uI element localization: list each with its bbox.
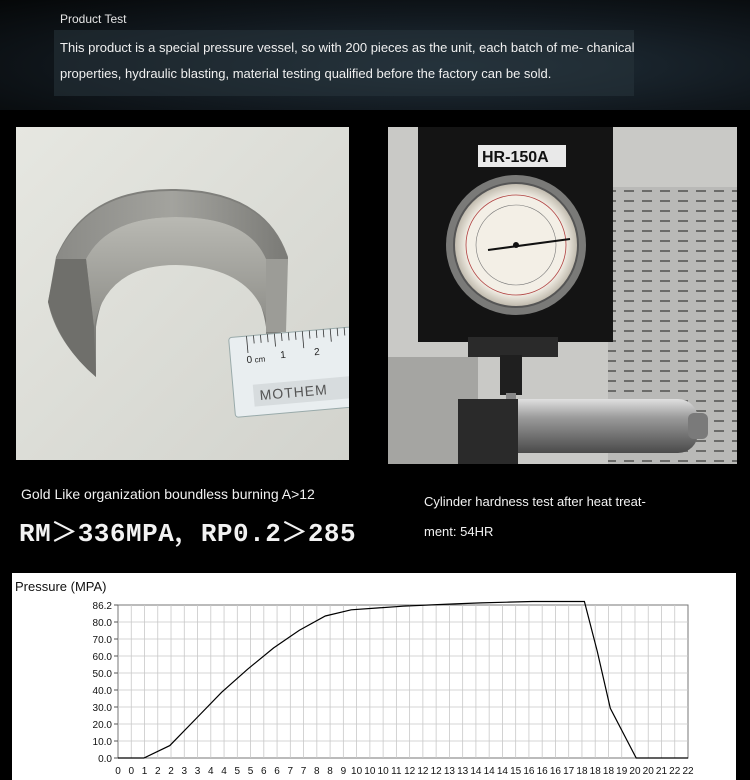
chart-y-tick-label: 86.2 [92, 601, 112, 612]
chart-x-tick-label: 11 [391, 766, 402, 777]
chart-x-tick-label: 13 [457, 766, 469, 777]
chart-y-tick-label: 10.0 [92, 737, 112, 748]
chart-y-tick-label: 0.0 [98, 754, 112, 765]
chart-x-tick-label: 18 [589, 766, 601, 777]
ruler-mark-0: 0 [246, 354, 253, 367]
chart-x-tick-label: 5 [234, 766, 241, 777]
chart-x-tick-label: 20 [642, 766, 654, 777]
chart-x-tick-label: 2 [168, 766, 174, 777]
chart-x-tick-label: 7 [287, 766, 294, 777]
chart-x-tick-label: 14 [483, 766, 495, 777]
chart-x-tick-label: 22 [682, 766, 694, 777]
chart-x-tick-label: 18 [602, 766, 615, 777]
chart-x-tick-label: 19 [616, 766, 628, 777]
chart-x-tick-label: 10 [364, 766, 376, 777]
chart-x-tick-label: 9 [340, 766, 347, 777]
chart-x-tick-label: 4 [221, 766, 227, 777]
chart-x-tick-label: 7 [300, 766, 307, 777]
chart-x-tick-label: 13 [443, 766, 455, 777]
chart-x-tick-label: 16 [523, 766, 535, 777]
chart-x-tick-label: 15 [510, 766, 522, 777]
chart-y-tick-label: 70.0 [92, 635, 112, 646]
chart-x-tick-label: 12 [404, 766, 416, 777]
chart-x-tick-label: 10 [377, 766, 389, 777]
tester-model-label: HR-150A [482, 149, 549, 166]
chart-y-tick-label: 50.0 [92, 669, 112, 680]
chart-x-tick-label: 14 [470, 766, 482, 777]
chart-x-tick-label: 6 [261, 766, 267, 777]
chart-y-axis-label: Pressure (MPA) [15, 579, 107, 594]
pressure-chart [12, 573, 736, 780]
chart-x-tick-label: 20 [629, 766, 641, 777]
chart-x-tick-label: 3 [181, 766, 188, 777]
chart-x-tick-label: 18 [576, 766, 588, 777]
chart-x-tick-label: 17 [563, 766, 575, 777]
chart-y-tick-label: 60.0 [92, 652, 112, 663]
chart-x-tick-label: 4 [208, 766, 214, 777]
metal-part-photo [16, 127, 349, 460]
chart-plot-area [118, 605, 688, 758]
ruler-mark-2: 2 [313, 346, 321, 359]
chart-y-tick-label: 20.0 [92, 720, 112, 731]
chart-x-tick-label: 16 [536, 766, 548, 777]
chart-x-tick-label: 3 [194, 766, 201, 777]
hardness-tester-photo [388, 127, 737, 464]
ruler-mark-1: 1 [279, 349, 287, 362]
chart-y-tick-label: 40.0 [92, 686, 112, 697]
chart-x-tick-label: 5 [247, 766, 254, 777]
chart-y-tick-label: 80.0 [92, 618, 112, 629]
chart-x-tick-label: 12 [417, 766, 429, 777]
material-caption: Gold Like organization boundless burning A>12 [21, 486, 315, 502]
hardness-caption: Cylinder hardness test after heat treat- ment: 54HR [424, 494, 646, 539]
chart-x-tick-label: 16 [549, 766, 562, 777]
ruler-mark-cm: cm [254, 354, 266, 365]
chart-x-tick-label: 21 [655, 766, 668, 777]
product-description: This product is a special pressure vessel, so with 200 pieces as the unit, each batch of me- chanical properties, hydraulic blasting, material testing qualified before the factory can be sold. [60, 40, 635, 81]
chart-x-tick-label: 10 [351, 766, 363, 777]
chart-x-tick-label: 8 [314, 766, 320, 777]
chart-x-tick-label: 2 [154, 766, 161, 777]
section-title: Product Test [60, 12, 127, 26]
chart-x-tick-label: 12 [430, 766, 442, 777]
chart-x-tick-label: 14 [496, 766, 508, 777]
strength-spec: RM＞336MPA，RP0.2＞285 [19, 519, 357, 549]
chart-x-tick-label: 6 [274, 766, 280, 777]
chart-x-tick-label: 8 [327, 766, 333, 777]
chart-y-tick-label: 30.0 [92, 703, 112, 714]
chart-x-tick-label: 1 [141, 766, 148, 777]
pressure-chart-svg [12, 573, 736, 780]
chart-x-tick-label: 22 [669, 766, 681, 777]
chart-x-tick-label: 0 [128, 766, 135, 777]
ruler-brand-text: MOTHEM [259, 381, 329, 404]
chart-x-tick-label: 0 [115, 766, 121, 777]
